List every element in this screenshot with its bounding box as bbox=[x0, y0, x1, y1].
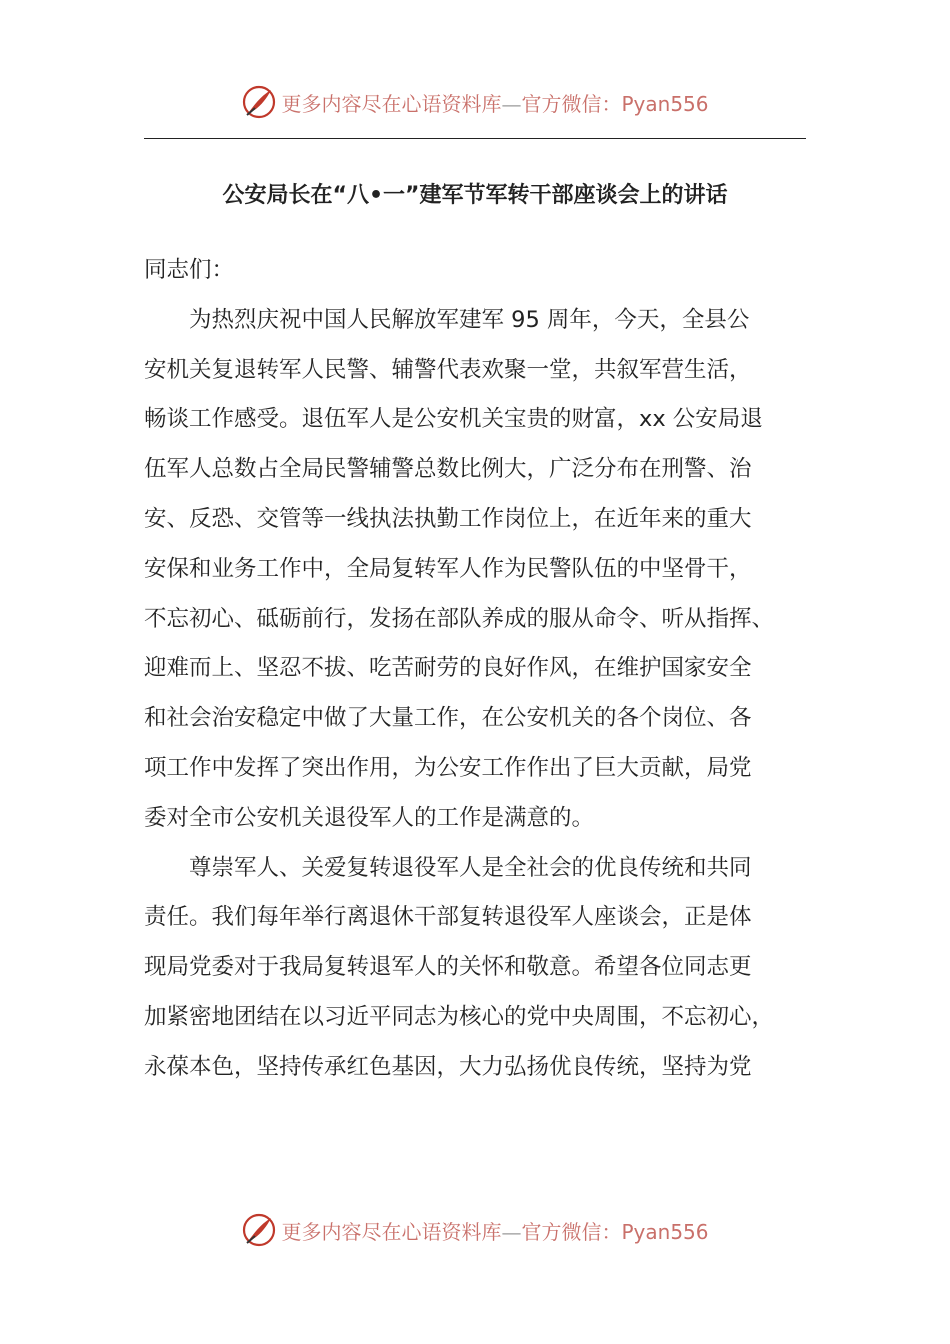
body-line: 项工作中发挥了突出作用，为公安工作作出了巨大贡献，局党 bbox=[144, 754, 752, 781]
body-line: 畅谈工作感受。退伍军人是公安机关宝贵的财富，xx 公安局退 bbox=[144, 406, 763, 433]
watermark-wechat-label: 官方微信： bbox=[521, 1219, 622, 1244]
watermark-text bbox=[281, 1216, 708, 1245]
body-line: 安机关复退转军人民警、辅警代表欢聚一堂，共叙军营生活， bbox=[144, 356, 752, 383]
watermark-site: 更多内容尽在心语资料库 bbox=[281, 91, 502, 116]
watermark-text bbox=[281, 88, 708, 117]
body-line: 现局党委对于我局复转退军人的关怀和敬意。希望各位同志更 bbox=[144, 954, 752, 981]
watermark-footer bbox=[0, 1210, 950, 1250]
header-divider bbox=[144, 138, 806, 139]
watermark-separator: — bbox=[501, 91, 522, 116]
body-line: 安保和业务工作中，全局复转军人作为民警队伍的中坚骨干， bbox=[144, 555, 752, 582]
body-line: 责任。我们每年举行离退休干部复转退役军人座谈会，正是体 bbox=[144, 904, 752, 931]
body-line: 委对全市公安机关退役军人的工作是满意的。 bbox=[144, 804, 595, 831]
body-line: 不忘初心、砥砺前行，发扬在部队养成的服从命令、听从指挥、 bbox=[144, 605, 775, 632]
body-line: 和社会治安稳定中做了大量工作，在公安机关的各个岗位、各 bbox=[144, 705, 752, 732]
watermark-wechat-id: Pyan556 bbox=[621, 1219, 709, 1244]
watermark-wechat-label: 官方微信： bbox=[521, 91, 622, 116]
body-line: 永葆本色，坚持传承红色基因，大力弘扬优良传统，坚持为党 bbox=[144, 1053, 752, 1080]
quill-logo-icon bbox=[241, 84, 277, 120]
quill-logo-icon bbox=[241, 1212, 277, 1248]
watermark-separator: — bbox=[501, 1219, 522, 1244]
document-body bbox=[144, 252, 806, 1099]
body-line: 安、反恐、交管等一线执法执勤工作岗位上，在近年来的重大 bbox=[144, 505, 752, 532]
body-line: 加紧密地团结在以习近平同志为核心的党中央周围，不忘初心， bbox=[144, 1003, 775, 1030]
watermark-header bbox=[0, 82, 950, 122]
body-line: 同志们： bbox=[144, 257, 235, 283]
body-line: 伍军人总数占全局民警辅警总数比例大，广泛分布在刑警、治 bbox=[144, 456, 752, 483]
body-line: 迎难而上、坚忍不拔、吃苦耐劳的良好作风，在维护国家安全 bbox=[144, 655, 752, 682]
watermark-site: 更多内容尽在心语资料库 bbox=[281, 1219, 502, 1244]
document-title: 公安局长在“八•一”建军节军转干部座谈会上的讲话 bbox=[222, 183, 728, 208]
watermark-wechat-id: Pyan556 bbox=[621, 91, 709, 116]
body-line: 尊崇军人、关爱复转退役军人是全社会的优良传统和共同 bbox=[144, 854, 752, 881]
body-line: 为热烈庆祝中国人民解放军建军 95 周年，今天，全县公 bbox=[144, 306, 750, 333]
